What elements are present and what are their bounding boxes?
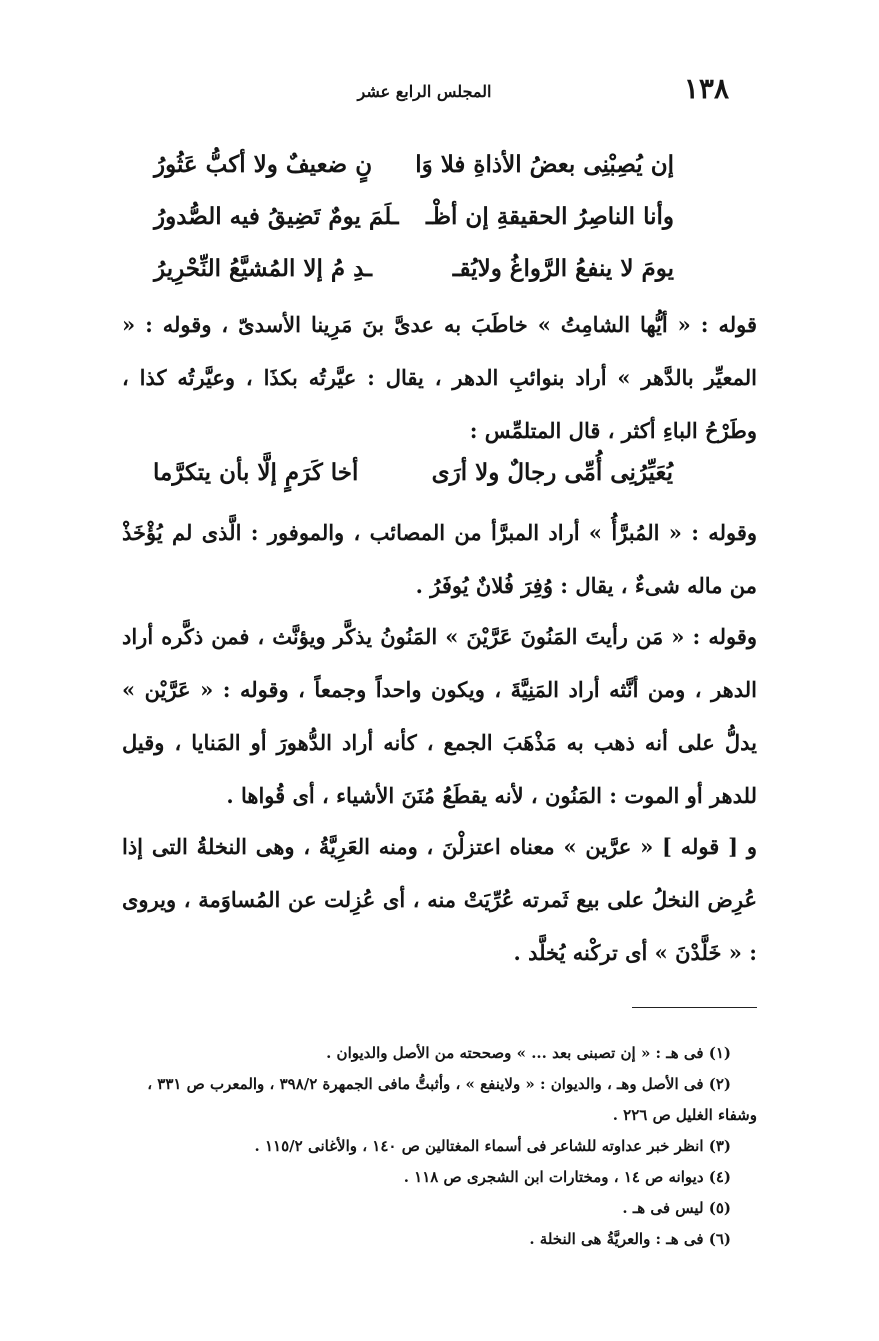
verse-second-hemistich: ـدِ مُ إلا المُشيَّعُ النِّحْرِيرُ (154, 254, 372, 282)
verse-first-hemistich: يُعَيِّرُنِى أُمِّى رجالٌ ولا أرَى (431, 458, 673, 486)
verse-first-hemistich: يومَ لا ينفعُ الرَّواغُ ولايُقـ (452, 254, 674, 282)
footnote: (١) فى هـ : « إن تصبنى بعد ... » وصححته من الأصل والديوان . (326, 1044, 731, 1062)
verse-line (154, 190, 674, 242)
page-header (120, 72, 729, 112)
quoted-verse (153, 446, 673, 498)
verse-second-hemistich: نٍ ضعيفٌ ولا أكبُّ عَثُورُ (154, 150, 373, 178)
footnote: (٣) انظر خبر عداوته للشاعر فى أسماء المغتالين ص ١٤٠ ، والأغانى ١١٥/٢ . (254, 1137, 731, 1155)
footnote: (٥) ليس فى هـ . (622, 1199, 731, 1217)
footnote-continuation: وشفاء الغليل ص ٢٢٦ . (612, 1106, 757, 1124)
verse-second-hemistich: أخا كَرَمٍ إلَّا بأن يتكرَّما (153, 458, 359, 486)
footnote: (٦) فى هـ : والعريَّةُ هى النخلة . (529, 1230, 731, 1248)
footnote: (٢) فى الأصل وهـ ، والديوان : « ولاينفع » ، وأثبتُّ مافى الجمهرة ٣٩٨/٢ ، والمعرب ص ٣٣١ ، (147, 1075, 731, 1093)
commentary-paragraph: وقوله : « المُبرَّأُ » أراد المبرَّأ من المصائب ، والموفور : الَّذى لم يُؤْخَذْ من ماله شىءٌ ، يقال : وُفِرَ فُلانٌ يُوفَرُ . (122, 520, 757, 598)
commentary-paragraph: قوله : « أيُّها الشامِتُ » خاطَبَ به عدىَّ بنَ مَرِينا الأسدىّ ، وقوله : « المعيِّر بالدَّهر » أراد بنوائبِ الدهر ، يقال : عيَّرتُه بكذَا ، وعيَّرتُه كذا ، وطَرْحُ الباءِ أكثر ، قال المتلمِّس : (122, 312, 757, 443)
commentary-paragraph: وقوله : « مَن رأيتَ المَنُونَ عَرَّيْنَ » المَنُونُ يذكَّر ويؤنَّث ، فمن ذكَّره أراد الدهر ، ومن أنَّثه أراد المَنِيَّةَ ، ويكون واحداً وجمعاً ، وقوله : « عَرَّيْن » يدلُّ على أنه ذهب به مَذْهَبَ الجمع ، كأنه أراد الدُّهورَ أو المَنايا ، وقيل للدهر أو الموت : المَنُون ، لأنه يقطَعُ مُنَنَ الأشياء ، أى قُواها . (122, 624, 757, 808)
verse-first-hemistich: وأنا الناصِرُ الحقيقةِ إن أظْـ (425, 202, 674, 230)
verse-first-hemistich: إن يُصِبْنِى بعضُ الأذاةِ فلا وَا (415, 150, 674, 178)
verse-line (154, 138, 674, 190)
footnotes (122, 1038, 757, 1255)
verse-second-hemistich: ـلَمَ يومٌ تَضِيقُ فيه الصُّدورُ (154, 202, 399, 230)
footnote: (٤) ديوانه ص ١٤ ، ومختارات ابن الشجرى ص ١١٨ . (403, 1168, 731, 1186)
running-title: المجلس الرابع عشر (357, 82, 492, 101)
footnote-separator (632, 1007, 757, 1008)
poem-verses (154, 138, 674, 294)
commentary-paragraph: و [ قوله ] « عرَّين » معناه اعتزلْنَ ، ومنه العَرِيَّةُ ، وهى النخلةُ التى إذا عُرِض النخلُ على بيع ثَمرته عُرِّيَتْ منه ، أى عُزِلت عن المُساوَمة ، ويروى : « خَلَّدْنَ » أى تركْنه يُخلَّد . (122, 834, 757, 965)
page-number: ١٣٨ (683, 72, 729, 105)
verse-line (154, 242, 674, 294)
